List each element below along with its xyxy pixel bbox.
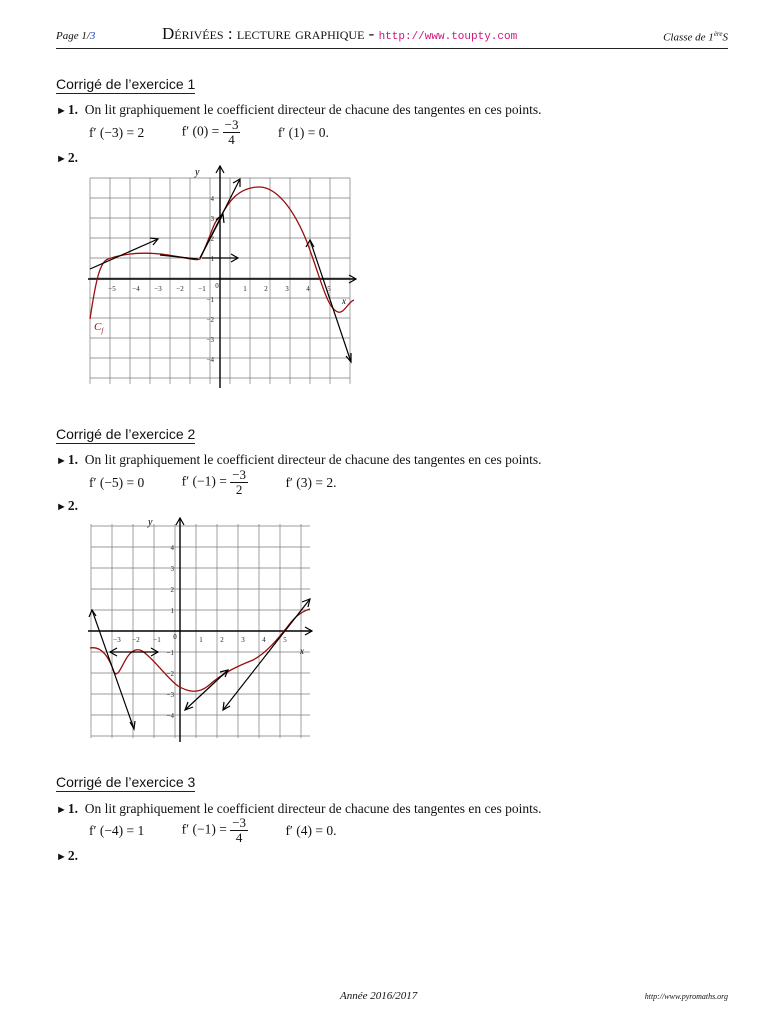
y-tick-label: 3 bbox=[210, 215, 214, 223]
triangle-icon: ► bbox=[56, 153, 67, 165]
x-tick-label: 1 bbox=[199, 636, 203, 644]
y-tick-label: −4 bbox=[166, 712, 174, 720]
x-tick-label: 0 bbox=[215, 282, 219, 290]
y-tick-label: 4 bbox=[210, 195, 214, 203]
y-tick-label: −3 bbox=[166, 691, 174, 699]
y-tick-label: −2 bbox=[206, 316, 214, 324]
x-tick-label: 1 bbox=[243, 285, 247, 293]
y-tick-label: 4 bbox=[170, 544, 174, 552]
y-tick-label: 1 bbox=[210, 255, 214, 263]
header-rule bbox=[56, 48, 728, 49]
exercise-2-graph bbox=[88, 514, 316, 744]
x-axis-label: x bbox=[300, 646, 304, 656]
x-axis-label: x bbox=[342, 296, 346, 306]
x-tick-label: −3 bbox=[113, 636, 121, 644]
exercise-3-question-2: ►2. bbox=[56, 848, 79, 863]
y-tick-label: 3 bbox=[170, 565, 174, 573]
formula: f′ (1) = 0. bbox=[277, 124, 329, 140]
x-tick-label: −1 bbox=[153, 636, 161, 644]
formula: f′ (−5) = 0 bbox=[89, 474, 145, 490]
formula: f′ (−3) = 2 bbox=[89, 124, 145, 140]
y-tick-label: −3 bbox=[206, 336, 214, 344]
y-tick-label: −1 bbox=[166, 649, 174, 657]
x-tick-label: 3 bbox=[241, 636, 245, 644]
x-tick-label: 5 bbox=[283, 636, 287, 644]
y-axis-label: y bbox=[148, 517, 153, 528]
x-tick-label: 2 bbox=[220, 636, 224, 644]
exercise-2-question-2: ►2. bbox=[56, 498, 79, 513]
exercise-3-question-1: ►1. On lit graphiquement le coefficient directeur de chacune des tangentes en ces points. bbox=[56, 801, 542, 816]
formula: f′ (4) = 0. bbox=[285, 822, 337, 838]
formula: f′ (−4) = 1 bbox=[89, 822, 145, 838]
footer-url-link[interactable]: http://www.pyromaths.org bbox=[644, 992, 728, 1001]
page-header bbox=[56, 24, 728, 46]
triangle-icon: ► bbox=[56, 105, 67, 117]
tangent-arrows bbox=[89, 599, 310, 729]
y-tick-label: −1 bbox=[206, 296, 214, 304]
exercise-1-formulas bbox=[89, 118, 363, 147]
page-total-link[interactable]: 3 bbox=[89, 30, 96, 42]
x-tick-label: −5 bbox=[108, 285, 116, 293]
x-tick-label: 4 bbox=[262, 636, 266, 644]
class-label: Classe de 1èreS bbox=[663, 30, 728, 44]
y-tick-label: 1 bbox=[170, 607, 174, 615]
y-tick-label: 2 bbox=[170, 586, 174, 594]
x-tick-label: −1 bbox=[198, 285, 206, 293]
triangle-icon: ► bbox=[56, 804, 67, 816]
exercise-3-title: Corrigé de l’exercice 3 bbox=[56, 774, 196, 790]
x-tick-label: −2 bbox=[132, 636, 140, 644]
exercise-1-title: Corrigé de l’exercice 1 bbox=[56, 76, 196, 92]
exercise-2-title: Corrigé de l’exercice 2 bbox=[56, 426, 196, 442]
x-tick-label: −4 bbox=[132, 285, 140, 293]
exercise-2-question-1: ►1. On lit graphiquement le coefficient directeur de chacune des tangentes en ces points. bbox=[56, 452, 542, 467]
x-tick-label: 2 bbox=[264, 285, 268, 293]
exercise-1-question-1: ►1. On lit graphiquement le coefficient directeur de chacune des tangentes en ces points. bbox=[56, 102, 542, 117]
x-tick-label: 0 bbox=[173, 633, 177, 641]
exercise-1-question-2: ►2. bbox=[56, 150, 79, 165]
formula: f′ (3) = 2. bbox=[285, 474, 337, 490]
footer-year: Année 2016/2017 bbox=[340, 990, 418, 1002]
y-tick-label: −2 bbox=[166, 670, 174, 678]
formula: f′ (0) = $\frac{-3}{4}$ bbox=[181, 117, 239, 147]
curve-label: $C_f$ bbox=[94, 321, 104, 335]
x-tick-label: 3 bbox=[285, 285, 289, 293]
x-tick-label: 5 bbox=[327, 285, 331, 293]
formula: f′ (−1) = $\frac{-3}{4}$ bbox=[181, 815, 247, 845]
x-tick-label: 4 bbox=[306, 285, 310, 293]
x-tick-label: −3 bbox=[154, 285, 162, 293]
page-number: Page 1/3 bbox=[56, 30, 96, 42]
header-url-link[interactable]: http://www.toupty.com bbox=[378, 31, 518, 43]
triangle-icon: ► bbox=[56, 851, 67, 863]
formula: f′ (−1) = $\frac{-3}{2}$ bbox=[181, 467, 247, 497]
y-axis-label: y bbox=[195, 167, 200, 178]
exercise-2-formulas bbox=[89, 468, 371, 497]
y-tick-label: −4 bbox=[206, 356, 214, 364]
exercise-3-formulas bbox=[89, 816, 371, 845]
triangle-icon: ► bbox=[56, 501, 67, 513]
curve-cf bbox=[90, 609, 310, 691]
y-tick-label: 2 bbox=[210, 235, 214, 243]
x-tick-label: −2 bbox=[176, 285, 184, 293]
triangle-icon: ► bbox=[56, 455, 67, 467]
page-title: Dérivées : lecture graphique - http://www.toupty.com bbox=[162, 24, 518, 43]
exercise-1-graph bbox=[88, 164, 358, 390]
